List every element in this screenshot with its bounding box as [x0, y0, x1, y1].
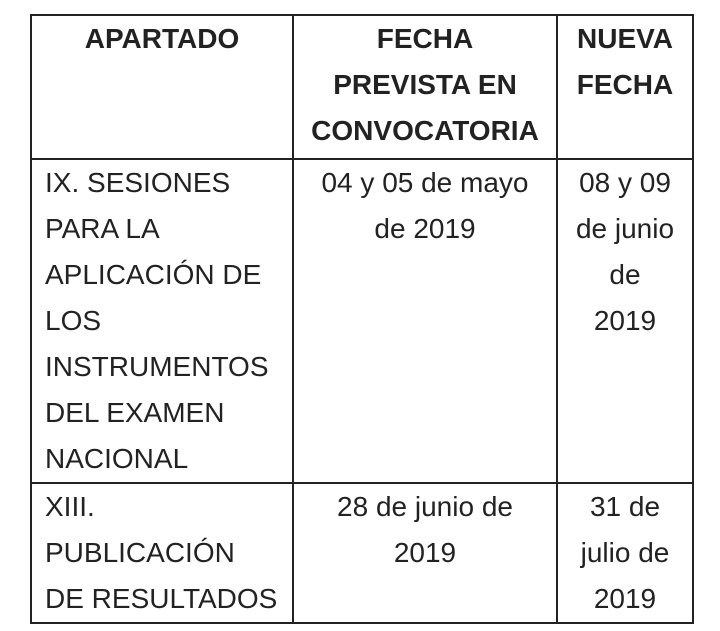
header-apartado: APARTADO	[31, 15, 293, 159]
new-date-cell: 31 de julio de 2019	[557, 483, 693, 623]
header-fecha-prevista: FECHA PREVISTA EN CONVOCATORIA	[293, 15, 557, 159]
schedule-table	[30, 14, 694, 624]
section-cell: IX. SESIONES PARA LA APLICACIÓN DE LOS INSTRUMENTOS DEL EXAMEN NACIONAL	[31, 159, 293, 483]
header-row	[31, 15, 693, 159]
table-row	[31, 483, 693, 623]
table-row	[31, 159, 693, 483]
section-cell: XIII. PUBLICACIÓN DE RESULTADOS	[31, 483, 293, 623]
new-date-cell: 08 y 09 de junio de 2019	[557, 159, 693, 483]
planned-date-cell: 04 y 05 de mayo de 2019	[293, 159, 557, 483]
planned-date-cell: 28 de junio de 2019	[293, 483, 557, 623]
header-nueva-fecha: NUEVA FECHA	[557, 15, 693, 159]
